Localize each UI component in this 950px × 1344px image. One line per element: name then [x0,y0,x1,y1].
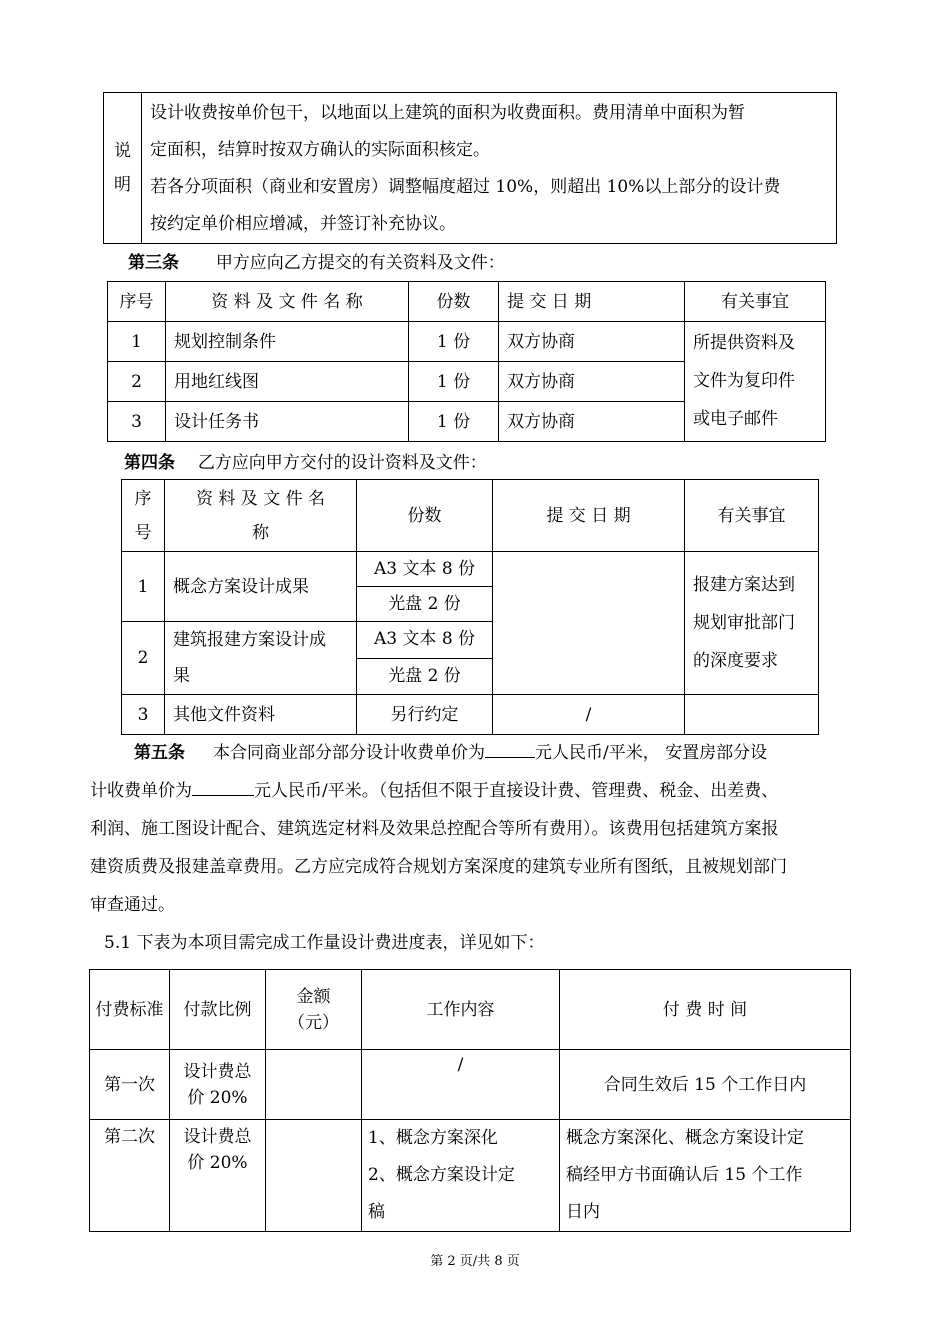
header-name-line: 资 料 及 文 件 名 [195,488,326,509]
header-copies: 份数 [357,480,493,552]
article5-line: 利润、施工图设计配合、建筑选定材料及效果总控配合等所有费用）。该费用包括建筑方案报 [90,819,779,839]
article4-label: 第四条 [124,453,175,473]
row-date [493,552,685,695]
article5-line: 建资质费及报建盖章费用。乙方应完成符合规划方案深度的建筑专业所有图纸，且被规划部门 [90,857,787,877]
remark-line: 文件为复印件 [693,371,795,391]
row-date: 双方协商 [499,322,685,362]
article3-text: 甲方应向乙方提交的有关资料及文件： [215,253,505,273]
row-name-line: 建筑报建方案设计成 [173,630,326,650]
content-line: 2、概念方案设计定 [368,1165,515,1185]
price-blank-commercial [485,739,535,758]
row-name: 概念方案设计成果 [165,552,357,622]
payment-table [89,969,851,1232]
header-remark: 有关事宜 [685,282,826,322]
header-no-line: 号 [134,522,152,543]
ratio-line: 设计费总 [183,1127,252,1147]
time-line: 日内 [566,1202,600,1222]
row-time [560,1050,851,1120]
header-standard: 付费标准 [90,970,170,1050]
row-copies: 1 份 [409,362,499,402]
note-table [103,92,837,244]
article4-table [121,479,819,735]
header-name [165,480,357,552]
row-name: 规划控制条件 [166,322,409,362]
header-remark: 有关事宜 [685,480,819,552]
row-amount [266,1050,362,1120]
row-name [165,622,357,695]
note-content-cell [142,93,837,244]
row-no: 1 [108,322,166,362]
note-line: 若各分项面积（商业和安置房）调整幅度超过 10%，则超出 10%以上部分的设计费 [150,177,781,197]
header-amount [266,970,362,1050]
article3-table [107,281,826,442]
header-name: 资 料 及 文 件 名 称 [166,282,409,322]
time-line: 概念方案深化、概念方案设计定 [566,1128,804,1148]
header-amount-line: 金额 [296,986,331,1007]
article5-line: 审查通过。 [90,895,175,915]
row-amount [266,1120,362,1232]
article5-text: 本合同商业部分部分设计收费单价为 [213,743,485,763]
article3-remark-cell [685,322,826,442]
note-line: 定面积，结算时按双方确认的实际面积核定。 [150,140,490,160]
note-label-cell [104,93,142,244]
remark-line: 报建方案达到 [693,575,795,595]
article4-heading [124,448,487,473]
row-date: / [493,695,685,735]
row-copies: 光盘 2 份 [357,658,493,695]
row-standard: 第一次 [90,1050,170,1120]
row-no: 3 [108,402,166,442]
remark-line: 所提供资料及 [693,333,795,353]
remark-line: 的深度要求 [693,651,778,671]
row-ratio [170,1120,266,1232]
ratio-line: 设计费总 [183,1061,252,1082]
row-time [560,1120,851,1232]
content-line: / [457,1055,464,1075]
header-no: 序号 [108,282,166,322]
row-copies: 1 份 [409,322,499,362]
page-footer: 第 2 页/共 8 页 [430,1254,520,1269]
note-label-char: 说 [114,141,131,161]
row-name: 用地红线图 [166,362,409,402]
time-line: 稿经甲方书面确认后 15 个工作 [566,1165,803,1185]
time-line: 合同生效后 15 个工作日内 [603,1074,807,1095]
article5-text: 计收费单价为 [90,781,192,801]
row-date: 双方协商 [499,362,685,402]
article3-heading [128,248,505,273]
row-no: 3 [122,695,165,735]
header-no-line: 序 [134,488,152,509]
row-no: 2 [122,622,165,695]
row-content [362,1120,560,1232]
row-no: 2 [108,362,166,402]
header-content: 工作内容 [362,970,560,1050]
ratio-line: 价 20% [187,1087,248,1108]
row-copies: 1 份 [409,402,499,442]
row-no: 1 [122,552,165,622]
article4-text: 乙方应向甲方交付的设计资料及文件： [197,453,487,473]
header-date: 提 交 日 期 [499,282,685,322]
article5-line [90,734,865,772]
article5-text: 元人民币/平米， 安置房部分设 [535,743,768,763]
content-line: 稿 [368,1202,385,1222]
remark-line: 规划审批部门 [693,613,795,633]
row-copies: 另行约定 [357,695,493,735]
article5-paragraph [90,734,865,924]
note-line: 按约定单价相应增减，并签订补充协议。 [150,214,456,234]
row-ratio [170,1050,266,1120]
row-name: 设计任务书 [166,402,409,442]
row-content [362,1050,560,1120]
header-copies: 份数 [409,282,499,322]
row-standard: 第二次 [90,1120,170,1232]
article5-line [90,772,865,810]
row-name: 其他文件资料 [165,695,357,735]
row-date: 双方协商 [499,402,685,442]
header-no [122,480,165,552]
header-name-line: 称 [252,522,269,543]
article5-label: 第五条 [134,743,185,763]
price-blank-resettlement [192,777,254,796]
row-copies: A3 文本 8 份 [357,552,493,587]
remark-line: 或电子邮件 [693,409,778,429]
row-remark [685,695,819,735]
section51-heading: 5.1 下表为本项目需完成工作量设计费进度表，详见如下： [104,933,545,953]
header-amount-line: （元） [288,1012,339,1033]
article5-text: 元人民币/平米。（包括但不限于直接设计费、管理费、税金、出差费、 [254,781,779,801]
note-label-char: 明 [114,175,131,195]
row-copies: 光盘 2 份 [357,587,493,622]
header-time: 付 费 时 间 [560,970,851,1050]
row-copies: A3 文本 8 份 [357,622,493,659]
note-line: 设计收费按单价包干，以地面以上建筑的面积为收费面积。费用清单中面积为暂 [150,103,745,123]
header-date: 提 交 日 期 [493,480,685,552]
ratio-line: 价 20% [187,1153,248,1173]
article4-remark-cell [685,552,819,695]
header-ratio: 付款比例 [170,970,266,1050]
content-line: 1、概念方案深化 [368,1128,498,1148]
row-name-line: 果 [173,666,190,686]
article3-label: 第三条 [128,253,179,273]
